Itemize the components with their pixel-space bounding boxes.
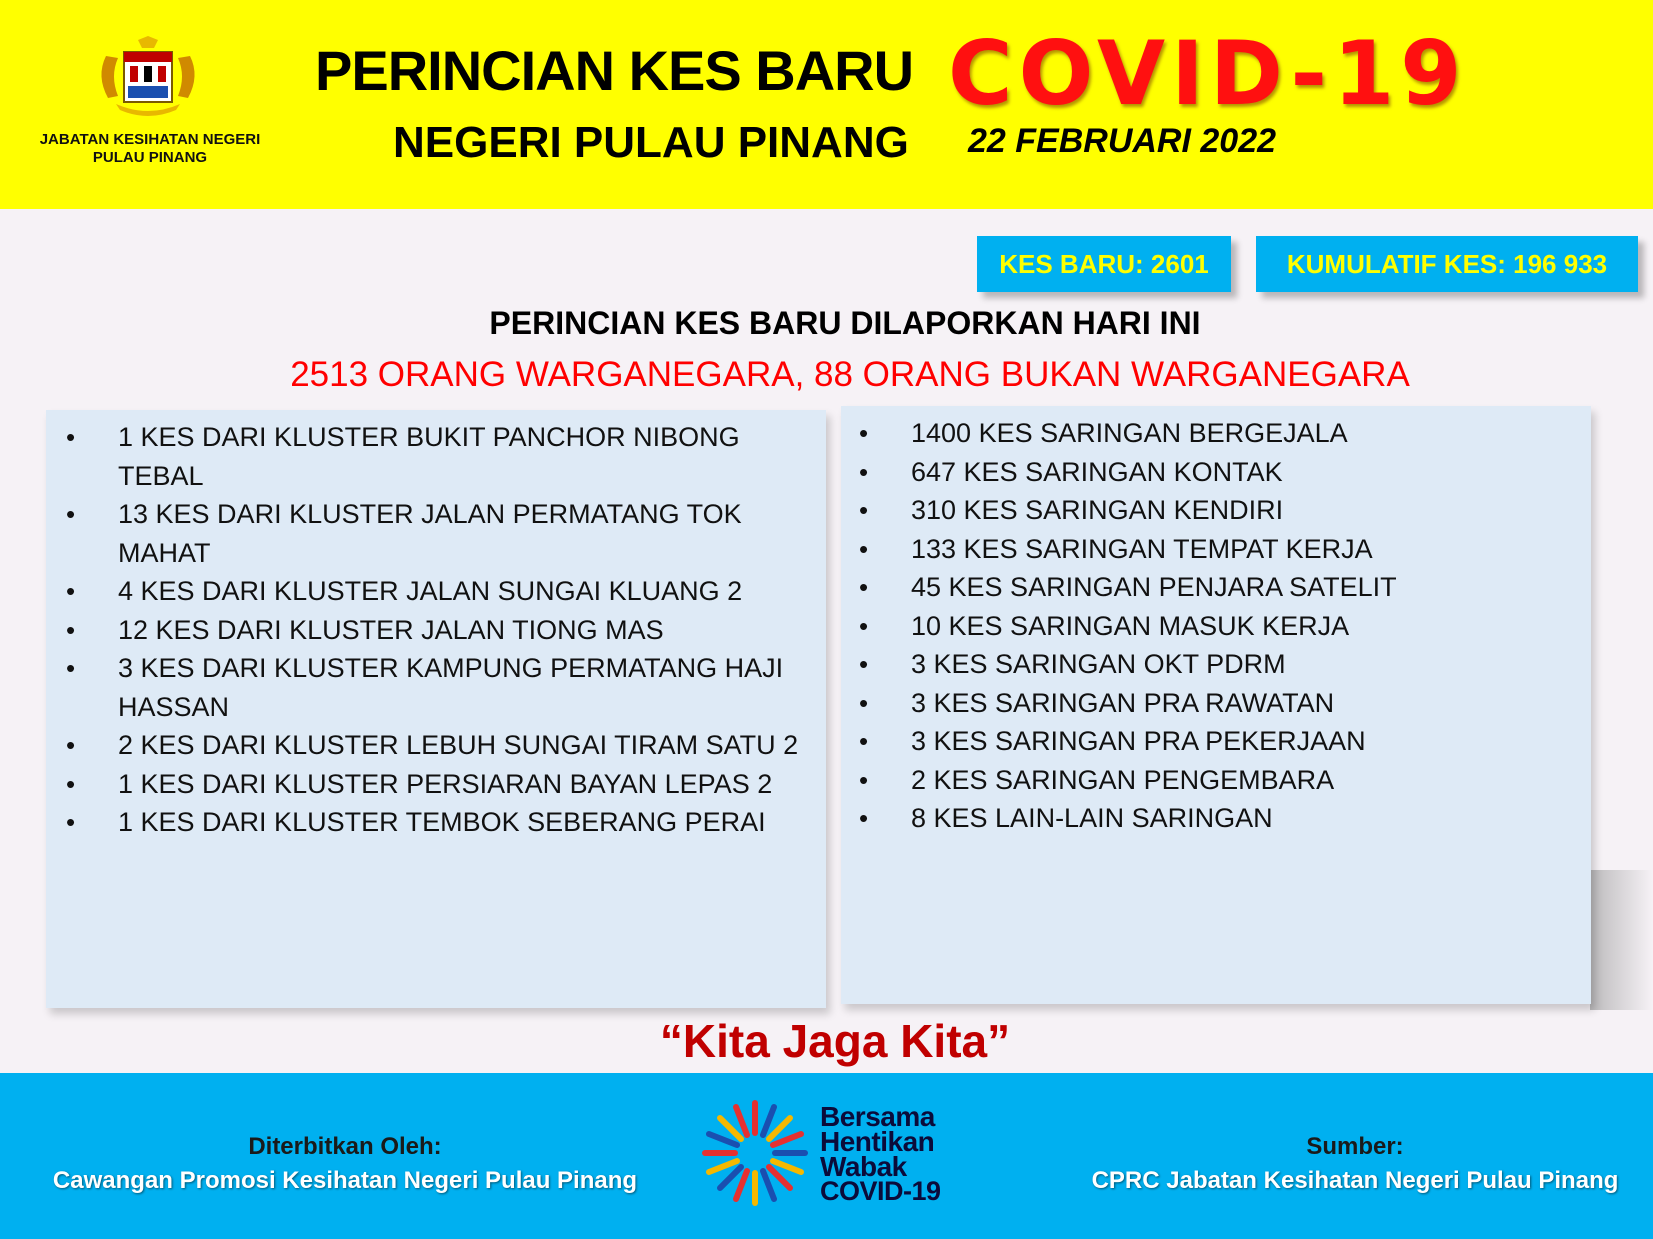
campaign-line-2: Hentikan: [820, 1126, 935, 1157]
published-by-value: Cawangan Promosi Kesihatan Negeri Pulau Pinang: [52, 1167, 638, 1194]
bullet: •: [859, 687, 869, 718]
list-item-text: 1 KES DARI KLUSTER TEMBOK SEBERANG PERAI: [118, 807, 766, 837]
list-item-text: 647 KES SARINGAN KONTAK: [911, 456, 1283, 487]
campaign-text: [820, 1101, 941, 1206]
bullet: •: [859, 495, 869, 525]
page-title: PERINCIAN KES BARU: [315, 39, 914, 102]
list-item: [50, 649, 820, 726]
list-item: [843, 491, 1583, 530]
list-item-text: 45 KES SARINGAN PENJARA SATELIT: [911, 572, 1397, 602]
source-label: Sumber:: [1306, 1133, 1404, 1160]
bullet: •: [66, 614, 76, 645]
list-item: [843, 607, 1583, 646]
list-item: [843, 722, 1583, 761]
list-item: [50, 765, 820, 804]
list-item-text: 1400 KES SARINGAN BERGEJALA: [911, 418, 1348, 448]
coat-of-arms-icon: [88, 36, 208, 118]
published-by-label: Diterbitkan Oleh:: [248, 1133, 442, 1160]
list-item: [50, 726, 820, 765]
bullet: •: [66, 807, 76, 837]
list-item: [50, 418, 820, 495]
list-item: [843, 761, 1583, 800]
bullet: •: [66, 576, 76, 606]
bullet: •: [66, 768, 76, 799]
cumulative-cases-badge: KUMULATIF KES: 196 933: [1256, 236, 1638, 292]
list-item: [50, 611, 820, 650]
covid-title: COVID-19: [948, 22, 1468, 125]
section-heading: PERINCIAN KES BARU DILAPORKAN HARI INI: [489, 305, 1201, 341]
list-item: [843, 799, 1583, 838]
campaign-line-1: Bersama: [820, 1101, 935, 1132]
campaign-line-3: Wabak: [820, 1151, 907, 1182]
citizenship-breakdown: 2513 ORANG WARGANEGARA, 88 ORANG BUKAN WARGANEGARA: [290, 355, 1410, 394]
list-item-text: 3 KES SARINGAN PRA PEKERJAAN: [911, 726, 1366, 756]
report-date: 22 FEBRUARI 2022: [968, 122, 1277, 160]
list-item-text: 2 KES DARI KLUSTER LEBUH SUNGAI TIRAM SATU 2: [118, 730, 799, 760]
list-item-text: 12 KES DARI KLUSTER JALAN TIONG MAS: [118, 614, 664, 645]
list-item-text: 3 KES SARINGAN PRA RAWATAN: [911, 687, 1335, 718]
list-item-text: 4 KES DARI KLUSTER JALAN SUNGAI KLUANG 2: [118, 576, 743, 606]
agency-line-1: JABATAN KESIHATAN NEGERI: [39, 131, 261, 148]
list-item: [843, 453, 1583, 492]
list-item-text: 3 KES SARINGAN OKT PDRM: [911, 649, 1286, 679]
list-item: [843, 414, 1583, 453]
list-item: [843, 645, 1583, 684]
bullet: •: [859, 803, 869, 833]
slogan: “Kita Jaga Kita”: [659, 1015, 1011, 1067]
list-item-text: 1 KES DARI KLUSTER BUKIT PANCHOR NIBONG TEBAL: [118, 422, 740, 491]
source-value: CPRC Jabatan Kesihatan Negeri Pulau Pinang: [1091, 1167, 1619, 1194]
clusters-list: [50, 418, 820, 842]
list-item: [843, 530, 1583, 569]
screenings-list: [843, 414, 1583, 838]
bullet: •: [859, 726, 869, 756]
list-item: [50, 572, 820, 611]
campaign-line-4: COVID-19: [820, 1176, 941, 1206]
bullet: •: [859, 456, 869, 487]
list-item-text: 8 KES LAIN-LAIN SARINGAN: [911, 803, 1273, 833]
bullet: •: [66, 499, 76, 529]
agency-line-2: PULAU PINANG: [92, 149, 208, 166]
list-item-text: 310 KES SARINGAN KENDIRI: [911, 495, 1284, 525]
list-item-text: 1 KES DARI KLUSTER PERSIARAN BAYAN LEPAS 2: [118, 768, 773, 799]
list-item-text: 10 KES SARINGAN MASUK KERJA: [911, 610, 1350, 641]
bullet: •: [859, 533, 869, 564]
list-item: [50, 495, 820, 572]
list-item: [843, 568, 1583, 607]
bullet: •: [66, 422, 76, 452]
list-item: [50, 803, 820, 842]
bullet: •: [66, 653, 76, 683]
agency-name: [20, 131, 280, 167]
list-item-text: 3 KES DARI KLUSTER KAMPUNG PERMATANG HAJI HASSAN: [118, 653, 784, 722]
bullet: •: [859, 610, 869, 641]
panel-shadow: [1590, 870, 1653, 1010]
list-item-text: 2 KES SARINGAN PENGEMBARA: [911, 764, 1335, 795]
campaign-burst-icon: [700, 1098, 810, 1208]
state-title: NEGERI PULAU PINANG: [393, 118, 909, 167]
bullet: •: [859, 764, 869, 795]
bullet: •: [859, 418, 869, 448]
bullet: •: [859, 572, 869, 602]
bullet: •: [66, 730, 76, 760]
list-item-text: 13 KES DARI KLUSTER JALAN PERMATANG TOK MAHAT: [118, 499, 742, 568]
new-cases-badge: KES BARU: 2601: [977, 236, 1231, 292]
bullet: •: [859, 649, 869, 679]
list-item-text: 133 KES SARINGAN TEMPAT KERJA: [911, 533, 1373, 564]
list-item: [843, 684, 1583, 723]
